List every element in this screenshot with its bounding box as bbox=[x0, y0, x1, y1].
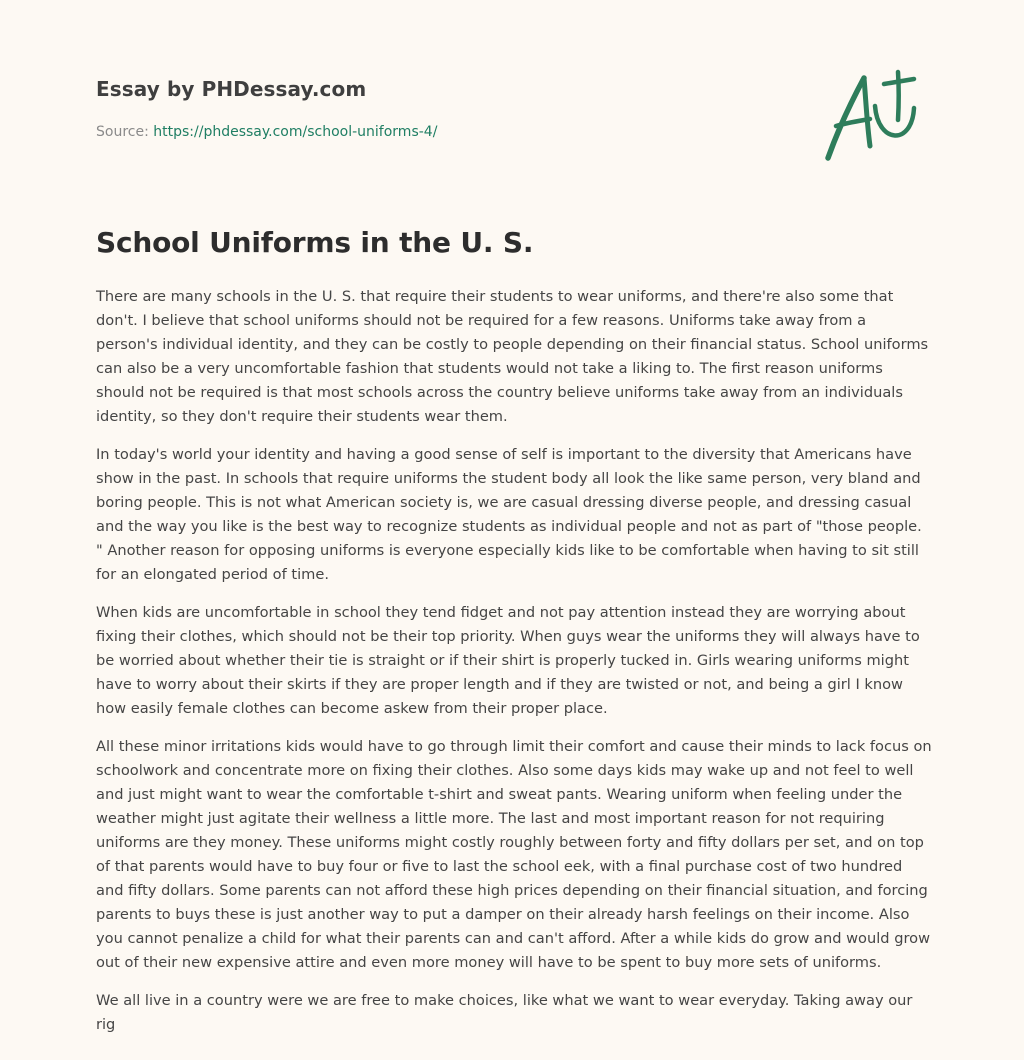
essay-paragraph: When kids are uncomfortable in school they tend fidget and not pay attention instead they are worrying about fixing their clothes, which should not be their top priority. When guys wear the uniforms they will always have to be worried about whether their tie is straight or if their shirt is properly tucked in. Girls wearing uniforms might have to worry about their skirts if they are proper length and if they are twisted or not, and being a girl I know how easily female clothes can become askew from their proper place. bbox=[96, 604, 920, 717]
essay-page bbox=[96, 0, 932, 1033]
essay-paragraph: There are many schools in the U. S. that require their students to wear uniforms, and there're also some that don't. I believe that school uniforms should not be required for a few reasons. Uniforms take away from a person's individual identity, and they can be costly to people depending on their financial status. School uniforms can also be a very uncomfortable fashion that students would not take a liking to. The first reason uniforms should not be required is that most schools across the country believe uniforms take away from an individuals identity, so they don't require their students wear them. bbox=[96, 288, 929, 425]
essay-body bbox=[96, 285, 932, 1051]
essay-paragraph: We all live in a country were we are free to make choices, like what we want to wear everyday. Taking away our rig bbox=[96, 992, 913, 1033]
source-link[interactable]: https://phdessay.com/school-uniforms-4/ bbox=[153, 124, 438, 140]
site-name: Essay by PHDessay.com bbox=[96, 77, 367, 101]
source-label: Source: bbox=[96, 124, 154, 140]
essay-title: School Uniforms in the U. S. bbox=[96, 226, 534, 259]
essay-paragraph: All these minor irritations kids would have to go through limit their comfort and cause their minds to lack focus on schoolwork and concentrate more on fixing their clothes. Also some days kids may wake up and not feel to well and just might want to wear the comfortable t-shirt and sweat pants. Wearing uniform when feeling under the weather might just agitate their wellness a little more. The last and most important reason for not requiring uniforms are they money. These uniforms might costly roughly between forty and fifty dollars per set, and on top of that parents would have to buy four or five to last the school eek, with a final purchase cost of two hundred and fifty dollars. Some parents can not afford these high prices depending on their financial situation, and forcing parents to buys these is just another way to put a damper on their already harsh feelings on their income. Also you cannot penalize a child for what their parents can and can't afford. After a while kids do grow and would grow out of their new expensive attire and even more money will have to be spent to buy more sets of uniforms. bbox=[96, 738, 932, 971]
page-header bbox=[96, 0, 932, 200]
a-plus-logo-icon bbox=[820, 66, 924, 166]
source-line bbox=[96, 124, 437, 140]
essay-paragraph: In today's world your identity and having a good sense of self is important to the diversity that Americans have show in the past. In schools that require uniforms the student body all look the like same person, very bland and boring people. This is not what American society is, we are casual dressing diverse people, and dressing casual and the way you like is the best way to recognize students as individual people and not as part of "those people. " Another reason for opposing uniforms is everyone especially kids like to be comfortable when having to sit still for an elongated period of time. bbox=[96, 446, 922, 583]
